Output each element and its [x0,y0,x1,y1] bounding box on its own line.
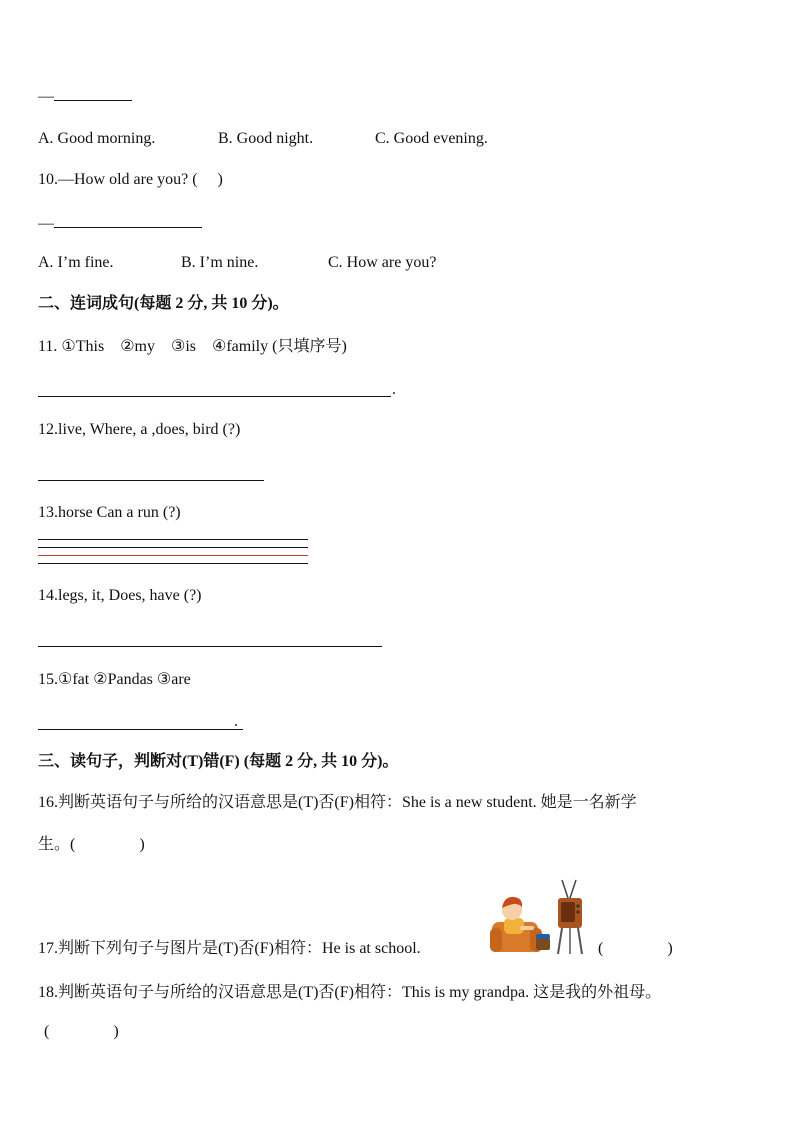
q13-stem: 13.horse Can a run (?) [38,504,181,521]
q11-answer-line[interactable] [38,396,391,397]
q9-option-c[interactable]: C. Good evening. [375,130,488,147]
q16-stem-line1: 16.判断英语句子与所给的汉语意思是(T)否(F)相符：She is a new student. 她是一名新学 [38,794,637,811]
q18-stem: 18.判断英语句子与所给的汉语意思是(T)否(F)相符：This is my grandpa. 这是我的外祖母。 [38,984,662,1001]
writing-line-2 [38,547,308,548]
q9-option-b[interactable]: B. Good night. [218,130,314,147]
q11-stem: 11. ①This ②my ③is ④family (只填序号) [38,338,347,355]
section-2-title: 二、连词成句(每题 2 分, 共 10 分)。 [38,295,289,312]
q14-answer-line[interactable] [38,646,382,647]
q15-answer-line[interactable] [38,729,243,730]
q15-period: . [234,713,238,730]
q18-answer-paren[interactable]: ( ) [44,1023,119,1040]
q9-blank[interactable] [54,86,132,101]
q10-stem: 10.—How old are you? ( ) [38,171,223,188]
q10-option-a[interactable]: A. I’m fine. [38,254,114,271]
section-3-title: 三、读句子，判断对(T)错(F) (每题 2 分, 共 10 分)。 [38,753,399,770]
writing-line-3 [38,555,308,556]
q10-option-c[interactable]: C. How are you? [328,254,437,271]
q10-answer-line [38,213,202,234]
q10-dash: — [38,215,54,232]
boy-watching-tv-icon [490,878,590,958]
q14-stem: 14.legs, it, Does, have (?) [38,587,202,604]
writing-line-1 [38,539,308,540]
q9-answer-line [38,86,132,107]
q9-dash: — [38,88,54,105]
q15-stem: 15.①fat ②Pandas ③are [38,671,191,688]
q17-picture [490,878,590,958]
q10-option-b[interactable]: B. I’m nine. [181,254,259,271]
q10-blank[interactable] [54,213,202,228]
q12-stem: 12.live, Where, a ,does, bird (?) [38,421,241,438]
q9-option-a[interactable]: A. Good morning. [38,130,156,147]
q13-writing-lines[interactable] [38,539,308,571]
q11-period: . [392,381,396,398]
q17-stem: 17.判断下列句子与图片是(T)否(F)相符：He is at school. [38,940,421,957]
q17-answer-paren[interactable]: ( ) [598,940,673,957]
q12-answer-line[interactable] [38,480,264,481]
q16-stem-line2[interactable]: 生。( ) [38,836,145,853]
writing-line-4 [38,563,308,564]
